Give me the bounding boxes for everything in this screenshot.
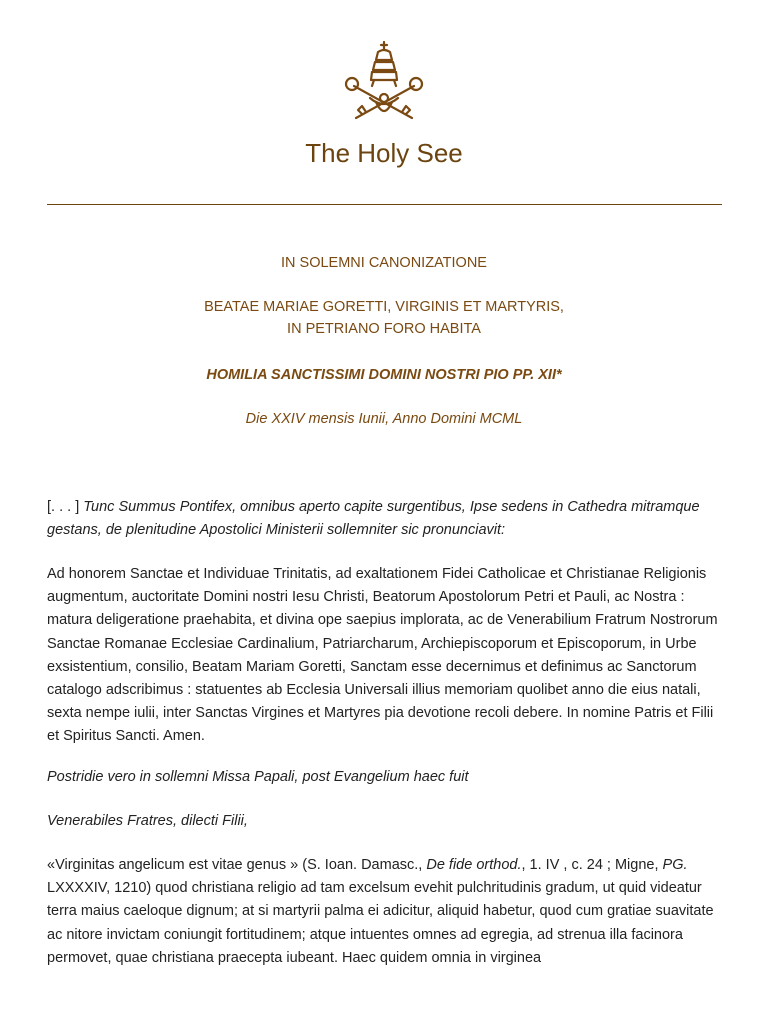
- homily-text-a: «Virginitas angelicum est vitae genus » (S. Ioan. Damasc.,: [47, 857, 423, 873]
- citation-pg: PG.: [662, 857, 688, 873]
- document-heading-line1: IN SOLEMNI CANONIZATIONE: [281, 255, 487, 271]
- homily-title: HOMILIA SANCTISSIMI DOMINI NOSTRI PIO PP. XII*: [206, 367, 562, 383]
- homily-date: Die XXIV mensis Iunii, Anno Domini MCML: [245, 411, 523, 427]
- missa-papali-text: Postridie vero in sollemni Missa Papali, post Evangelium haec fuit: [47, 769, 469, 785]
- document-heading-line2a: BEATAE MARIAE GORETTI, VIRGINIS ET MARTYRIS,: [204, 299, 564, 315]
- paragraph-missa-papali: [47, 766, 727, 789]
- site-title[interactable]: The Holy See: [305, 138, 463, 168]
- holy-see-emblem-icon: [340, 40, 428, 124]
- document-heading-line2b: IN PETRIANO FORO HABITA: [287, 321, 481, 337]
- homily-text-c: , 1. IV , c. 24 ; Migne,: [521, 857, 659, 873]
- paragraph-homily-body: [47, 854, 727, 970]
- citation-de-fide-orthod: De fide orthod.: [426, 857, 522, 873]
- paragraph-canonization-formula: [47, 563, 727, 749]
- ellipsis-marker: [. . . ]: [47, 499, 80, 515]
- paragraph-salutation: [47, 810, 727, 833]
- salutation-text: Venerabiles Fratres, dilecti Filii,: [47, 813, 248, 829]
- canonization-formula-text: Ad honorem Sanctae et Individuae Trinitatis, ad exaltationem Fidei Catholicae et Christianae Religionis augmentum, auctoritate Domini nostri Iesu Christi, Beatorum Apostolorum Petri et Pauli, ac Nostra : matura deligeratione praehabita, et divina ope saepius implorata, ac de Venerabilium Fratrum Nostrorum Sanctae Romanae Ecclesiae Cardinalium, Patriarcharum, Archiepiscoporum et Episcoporum, in Urbe exsistentium, consilio, Beatam Mariam Goretti, Sanctam esse decernimus et definimus ac Sanctorum catalogo adscribimus : statuentes ab Ecclesia Universali illius memoriam quolibet anno die eius natali, sexta nempe iulii, inter Sanctas Virgines et Martyres pia devotione recoli debere. In nomine Patris et Filii et Spiritus Sancti. Amen.: [47, 566, 718, 745]
- proclamation-intro-text: Tunc Summus Pontifex, omnibus aperto capite surgentibus, Ipse sedens in Cathedra mitramque gestans, de plenitudine Apostolici Ministerii sollemniter sic pronunciavit:: [47, 499, 700, 539]
- header-divider: [47, 204, 722, 205]
- homily-text-e: LXXXXIV, 1210) quod christiana religio ad tam excelsum evehit pulchritudinis gradum, ut quid videatur terra maius caeloque dignum; at si martyrii palma ei adicitur, aliquid habetur, quod cum gratiae suavitate ac nitore invictam coniungit fortitudinem; atque intuentes omnes ad egregia, ad strenua illa facinora permovet, quae christiana praecepta iubeant. Haec quidem omnia in virginea: [47, 880, 714, 966]
- paragraph-proclamation-intro: [47, 496, 727, 542]
